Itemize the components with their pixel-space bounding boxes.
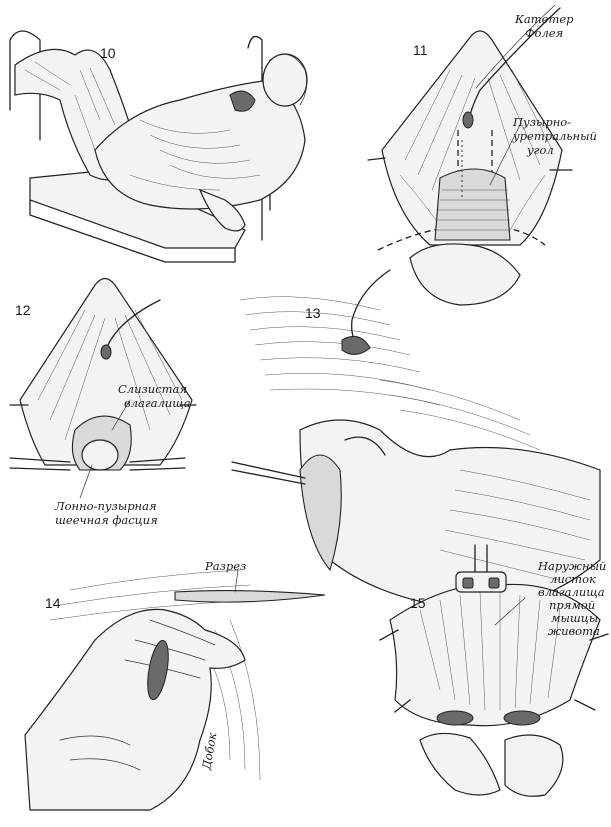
- label-vaginal-mucosa-line2: влагалища: [124, 396, 191, 410]
- panel-10-number: 10: [100, 45, 116, 61]
- panel-15-number: 15: [410, 595, 426, 611]
- panel-14-abdominal-incision: [25, 559, 325, 810]
- panel-14-number: 14: [45, 595, 61, 611]
- panel-11-number: 11: [413, 42, 428, 58]
- label-side: Добок: [199, 731, 220, 771]
- panel-12-vaginal-mucosa-dissection: [10, 279, 196, 528]
- label-rectus-sheath-line3: влагалища: [538, 585, 605, 599]
- label-foley-catheter-line2: Фолея: [525, 26, 564, 40]
- label-rectus-sheath-line5: мышцы: [551, 611, 599, 625]
- label-vesicourethral-angle-line2: уретральный: [513, 129, 597, 143]
- label-vesicourethral-angle-line3: угол: [527, 143, 554, 157]
- label-rectus-sheath-line4: прямой: [549, 598, 596, 612]
- panel-13-number: 13: [305, 305, 321, 321]
- label-rectus-sheath-line1: Наружный: [538, 559, 607, 573]
- panel-11-bladder-neck-exposure: [368, 5, 597, 305]
- label-vesicourethral-angle-line1: Пузырно-: [513, 115, 572, 129]
- label-pubocervical-fascia-line1: Лонно-пузырная: [55, 499, 157, 513]
- panel-12-number: 12: [15, 302, 31, 318]
- label-incision: Разрез: [205, 559, 247, 573]
- label-foley-catheter-line1: Катетер: [515, 12, 574, 26]
- panel-10-patient-lithotomy: [10, 31, 307, 262]
- label-vaginal-mucosa-line1: Слизистая: [118, 382, 188, 396]
- label-rectus-sheath-line2: листок: [550, 572, 596, 586]
- label-pubocervical-fascia-line2: шеечная фасция: [55, 513, 158, 527]
- label-rectus-sheath-line6: живота: [548, 624, 600, 638]
